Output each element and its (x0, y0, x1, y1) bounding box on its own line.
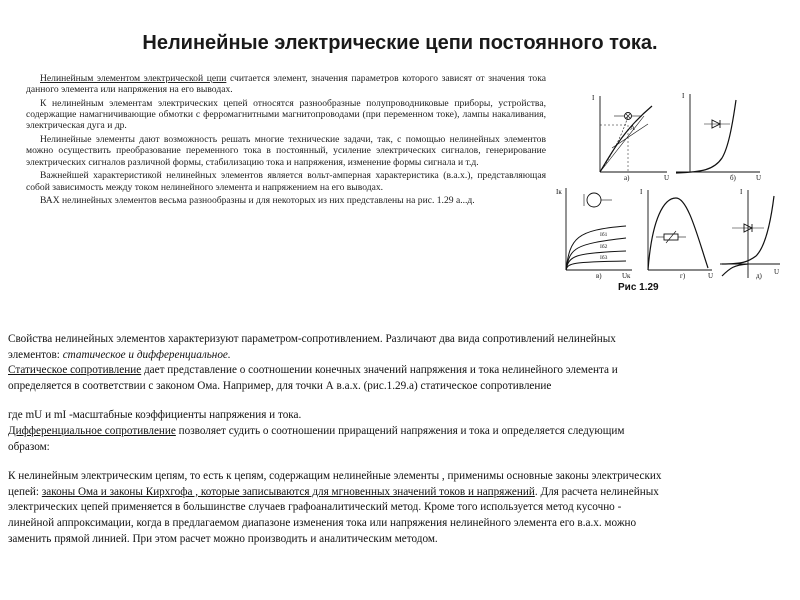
page-title: Нелинейные электрические цепи постоянного тока. (142, 32, 658, 54)
body-line-2-start: элементов: (8, 348, 63, 361)
panel-b (676, 92, 761, 182)
panel-b-y-label: I (682, 92, 685, 100)
panel-a-x-label: U (664, 174, 670, 182)
panel-a-y-label: I (592, 94, 595, 102)
body-line-10: электрических цепей применяется в большинстве случаев графоаналитический метод. Кроме того используется метод кусочно - (8, 501, 622, 514)
body-line-12: заменить прямой линией. При этом расчет можно производить и аналитическим методом. (8, 532, 438, 545)
panel-v-curve-2: Iб2 (600, 244, 608, 250)
body-line-3-text: дает представление о соотношении конечных значений напряжения и тока нелинейного элемента и (141, 364, 618, 377)
panel-g-x-label: U (708, 272, 714, 280)
panel-v-y-label: Iк (556, 188, 562, 196)
intro-paragraph-2: К нелинейным элементам электрических цепей относятся разнообразные полупроводниковые приборы, устройства, содержащие намагничивающие обмотки с ферромагнитными магнитопроводами (при переменном токе), лампы накаливания, электрическая дуга и др. (26, 98, 546, 132)
body-line-9-start: цепей: (8, 485, 42, 498)
ohm-kirchhoff-laws-link[interactable]: законы Ома и законы Кирхгофа , которые записываются для мгновенных значений токов и напряжений (41, 485, 535, 498)
body-line-1: Свойства нелинейных элементов характеризуют параметром-сопротивлением. Различают два вида сопротивлений нелинейных (8, 333, 616, 345)
nonlinear-element-link[interactable]: Нелинейным элементом электрической цепи (40, 73, 227, 84)
body-line-6-text: позволяет судить о соотношении приращений напряжения и тока и определяется следующим (175, 424, 625, 437)
intro-paragraph-5: ВАХ нелинейных элементов весьма разнообразны и для некоторых из них представлены на рис. 1.29 а...д. (40, 195, 475, 207)
body-line-9 (8, 485, 788, 501)
figure-caption: Рис 1.29 (618, 282, 659, 293)
panel-v-x-label: Uк (622, 272, 631, 280)
panel-v-label: в) (596, 272, 602, 280)
body-line-3 (8, 363, 788, 379)
body-line-2 (8, 348, 788, 364)
panel-g-label: г) (680, 272, 686, 280)
panel-d-x-label: U (774, 268, 780, 276)
resistance-types: статическое и дифференциальное. (62, 348, 231, 361)
body-line-11: линейной аппроксимации, когда в предлагаемом диапазоне изменения тока или напряжения нелинейного элемента его в.а.х. можно (8, 516, 637, 529)
body-text (8, 332, 788, 547)
figure-1-29 (552, 88, 782, 296)
panel-v-curve-3: Iб3 (600, 255, 608, 261)
body-line-5: где mU и mI -масштабные коэффициенты напряжения и тока. (8, 409, 302, 422)
panel-a-point-label: A (630, 124, 636, 132)
body-line-7: образом: (8, 440, 50, 453)
panel-g (640, 188, 713, 280)
intro-paragraph-1-text: считается элемент, значения параметров которого зависят от значения тока данного элемента или напряжения на его выводах. (26, 73, 546, 96)
body-line-4: определяется в соответствии с законом Ома. Например, для точки А в.а.х. (рис.1.29.а) статическое сопротивление (8, 379, 552, 392)
body-line-8: К нелинейным электрическим цепям, то есть к цепям, содержащим нелинейные элементы , применимы основные законы электрических (8, 470, 662, 483)
intro-text (26, 73, 546, 209)
intro-paragraph-3: Нелинейные элементы дают возможность решать многие технические задачи, так, с помощью нелинейных элементов можно осуществить преобразование переменного тока в постоянный, усиление электрических сигналов, генерирование электрических сигналов различной формы, стабилизацию тока и напряжения, изменение формы сигнала и т.д. (26, 134, 546, 168)
panel-v (556, 188, 632, 280)
intro-paragraph-1 (26, 73, 546, 95)
intro-paragraph-4: Важнейшей характеристикой нелинейных элементов является вольт-амперная характеристика (в.а.х.), представляющая собой зависимость между током нелинейного элемента и напряжением на его выводах. (26, 170, 546, 193)
panel-b-label: б) (730, 174, 736, 182)
panel-a-label: а) (624, 174, 630, 182)
panel-v-curve-1: Iб1 (600, 232, 608, 238)
panel-d (720, 188, 780, 280)
panel-a (592, 94, 669, 182)
body-line-9-end: . Для расчета нелинейных (534, 485, 659, 498)
panel-d-y-label: I (740, 188, 743, 196)
panel-g-y-label: I (640, 188, 643, 196)
static-resistance-link[interactable]: Статическое сопротивление (8, 364, 142, 377)
vac-figure-svg (552, 88, 782, 296)
differential-resistance-link[interactable]: Дифференциальное сопротивление (8, 424, 176, 437)
panel-b-x-label: U (756, 174, 762, 182)
body-line-6 (8, 424, 788, 440)
panel-d-label: д) (756, 272, 762, 280)
